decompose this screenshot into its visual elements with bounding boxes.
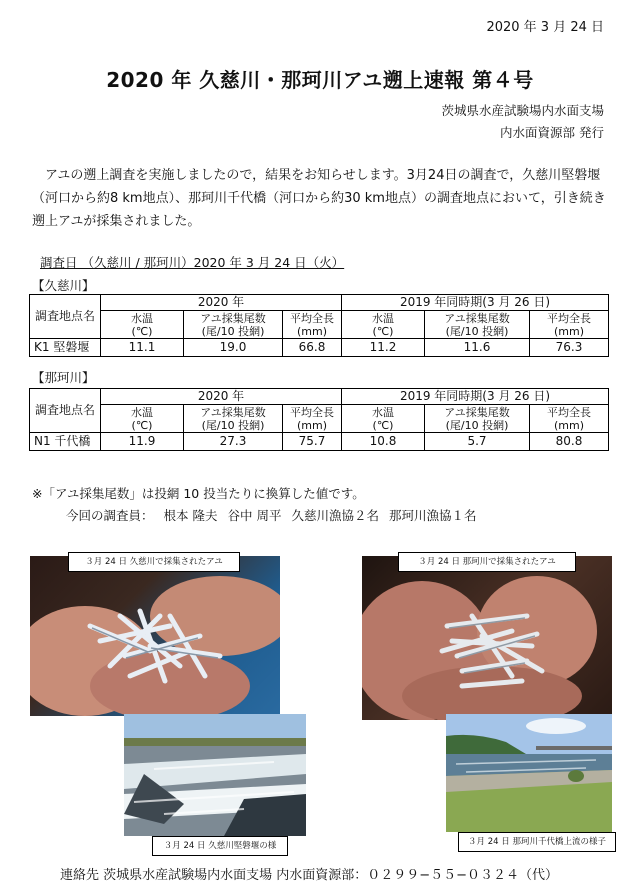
col-catch-2019: アユ採集尾数 (尾/10 投網) [425,405,530,433]
length-2020: 66.8 [283,339,342,357]
river-landscape-image [446,714,612,832]
catch-2019: 5.7 [425,433,530,451]
footnote: ※「アユ採集尾数」は投網 10 投当たりに換算した値です。 [32,486,365,501]
site-name: N1 千代橋 [30,433,101,451]
staff-line [66,506,482,524]
section-label-naka: 【那珂川】 [32,370,95,385]
kuji-weir-photo [124,714,306,836]
group-2020: 2020 年 [101,389,342,405]
kuji-fish-caption: ３月 24 日 久慈川で採集されたアユ [68,552,240,572]
weir-landscape-image [124,714,306,836]
staff-name: 那珂川漁協１名 [388,508,477,523]
col-catch-2020: アユ採集尾数 (尾/10 投網) [184,405,283,433]
intro-paragraph: アユの遡上調査を実施しましたので，結果をお知らせします。3月24日の調査で，久慈川堅磐堰（河口から約8 km地点）、那珂川千代橋（河口から約30 km地点）の調査地点において，引き続き遡上アユが採集されました。 [32,168,606,229]
issuer-dept: 内水面資源部 発行 [500,125,604,140]
temp-2020: 11.1 [101,339,184,357]
site-header: 調査地点名 [30,295,101,339]
catch-2020: 27.3 [184,433,283,451]
temp-2019: 10.8 [342,433,425,451]
group-2019: 2019 年同時期(3 月 26 日) [342,295,609,311]
fish-in-hands-image [30,556,280,716]
temp-2019: 11.2 [342,339,425,357]
col-length-2020: 平均全長 (mm) [283,311,342,339]
page-title: 2020 年 久慈川・那珂川アユ遡上速報 第４号 [106,68,534,92]
issue-date: 2020 年 3 月 24 日 [486,20,604,35]
kuji-weir-caption: ３月 24 日 久慈川堅磐堰の様 [152,836,288,856]
kuji-fish-photo [30,556,280,716]
group-2020: 2020 年 [101,295,342,311]
col-temp-2019: 水温 (℃) [342,311,425,339]
temp-2020: 11.9 [101,433,184,451]
contact-info: 連絡先 茨城県水産試験場内水面支場 内水面資源部：０２９９−５５−０３２４（代） [60,868,559,883]
site-header: 調査地点名 [30,389,101,433]
col-temp-2020: 水温 (℃) [101,405,184,433]
naka-fish-photo [362,556,612,720]
table-row [30,433,609,451]
col-length-2019: 平均全長 (mm) [530,405,609,433]
naka-bridge-caption: ３月 24 日 那珂川千代橋上流の様子 [458,832,616,852]
col-length-2019: 平均全長 (mm) [530,311,609,339]
section-label-kuji: 【久慈川】 [32,278,95,293]
length-2019: 76.3 [530,339,609,357]
group-2019: 2019 年同時期(3 月 26 日) [342,389,609,405]
staff-name: 根本 隆夫 [163,508,218,523]
staff-name: 久慈川漁協２名 [291,508,379,523]
table-row [30,339,609,357]
naka-bridge-photo [446,714,612,832]
length-2020: 75.7 [283,433,342,451]
catch-2020: 19.0 [184,339,283,357]
survey-date: 調査日 （久慈川 / 那珂川）2020 年 3 月 24 日（火） [40,255,345,270]
col-catch-2020: アユ採集尾数 (尾/10 投網) [184,311,283,339]
col-length-2020: 平均全長 (mm) [283,405,342,433]
col-catch-2019: アユ採集尾数 (尾/10 投網) [425,311,530,339]
fish-in-hands-image [362,556,612,720]
naka-fish-caption: ３月 24 日 那珂川で採集されたアユ [398,552,576,572]
kuji-table [29,294,609,357]
length-2019: 80.8 [530,433,609,451]
col-temp-2019: 水温 (℃) [342,405,425,433]
staff-label: 今回の調査員： [66,508,154,523]
catch-2019: 11.6 [425,339,530,357]
site-name: K1 堅磐堰 [30,339,101,357]
naka-table [29,388,609,451]
staff-name: 谷中 周平 [227,508,282,523]
col-temp-2020: 水温 (℃) [101,311,184,339]
issuer-org: 茨城県水産試験場内水面支場 [441,103,604,118]
